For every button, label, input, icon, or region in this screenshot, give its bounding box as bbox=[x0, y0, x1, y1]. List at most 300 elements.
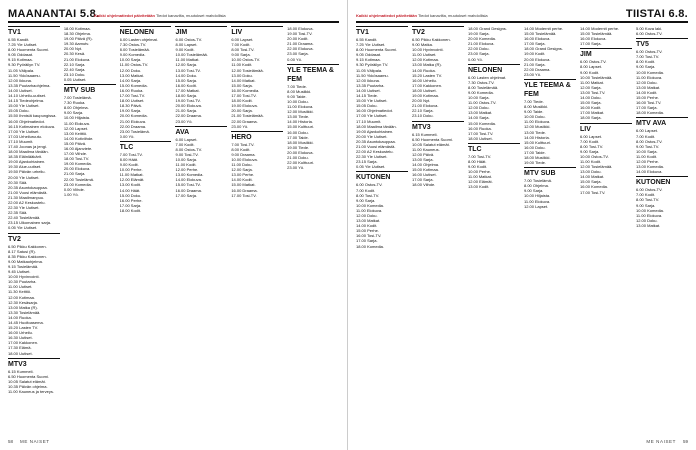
program-listing: 10.00 Ostos-TV. bbox=[580, 153, 609, 159]
program-listing: 12.00 Doku. bbox=[636, 217, 658, 223]
program-listing: 12.00 Sarja. bbox=[175, 62, 198, 68]
program-listing: 14.00 Matkat. bbox=[580, 174, 605, 180]
program-listing: 10.00 Sarja. bbox=[119, 57, 142, 63]
program-listing: 18.00 Komedia. bbox=[356, 243, 385, 249]
program-listing: 11.00 Matkat. bbox=[468, 174, 492, 180]
program-listing: 15.00 Perhe. bbox=[636, 95, 659, 101]
program-listing: 22.00 Draama. bbox=[231, 118, 258, 124]
channel-heading: MTV SUB bbox=[524, 167, 576, 178]
program-listing: 20.35 Asuntokauppaa. bbox=[8, 184, 48, 190]
program-listing: 10.00 Perhe. bbox=[468, 169, 491, 175]
program-listing: 20.30 Sää. bbox=[8, 179, 28, 185]
program-listing: 10.00 Sarja. bbox=[636, 148, 658, 154]
program-listing: 9.00 Sarja. bbox=[231, 52, 251, 58]
program-listing: 21.00 Elokuva. bbox=[63, 56, 91, 62]
program-listing: 13.00 Tosi-TV. bbox=[580, 89, 606, 95]
program-listing: 16.00 Doku. bbox=[524, 144, 546, 150]
program-listing: 7.25 Yle Uutiset. bbox=[356, 42, 386, 48]
program-listing: 8.00 Häät. bbox=[119, 156, 139, 162]
program-listing: 8.00 Tosi-TV. bbox=[636, 197, 660, 203]
program-listing: 15.00 Doku. bbox=[119, 192, 142, 198]
program-listing: 8.00 Ostos-TV. bbox=[175, 146, 203, 152]
program-listing: 19.30 Aamutv. bbox=[63, 41, 90, 47]
right-page-number: 59 bbox=[682, 439, 688, 444]
program-listing: 16.00 Perhe. bbox=[119, 197, 143, 203]
program-listing: 17.00 Sarja. bbox=[412, 177, 434, 183]
program-listing: 14.15 Tiedeohjelma. bbox=[8, 98, 45, 104]
program-listing: 16.30 Uutiset. bbox=[8, 335, 33, 341]
channel-heading: KUTONEN bbox=[356, 171, 408, 182]
program-listing: 14.00 Sarja. bbox=[468, 115, 490, 121]
program-listing: 16.00 Ruoka. bbox=[468, 125, 492, 131]
program-listing: 6.00 Lapset. bbox=[175, 136, 198, 142]
program-listing: 10.05 Salatut elämät. bbox=[412, 141, 450, 147]
channel-heading: MTV SUB bbox=[64, 84, 116, 95]
program-listing: 9.00 Tosi-TV. bbox=[175, 151, 199, 157]
program-listing: 8.00 Kodit. bbox=[231, 146, 251, 152]
program-listing: 17.30 Elämä. bbox=[8, 345, 32, 351]
program-listing: 11.00 Doku. bbox=[231, 162, 253, 168]
program-listing: 18.00 Musiikki. bbox=[524, 154, 551, 160]
program-listing: 8.00 Musiikki. bbox=[524, 104, 549, 110]
program-listing: 14.00 Uutiset. bbox=[8, 87, 33, 93]
program-listing: 10.00 Tosielämää. bbox=[580, 74, 613, 80]
channel-heading: NELONEN bbox=[468, 64, 520, 75]
program-listing: 16.00 Kodit. bbox=[175, 82, 197, 88]
program-listing: 11.00 Elokuva. bbox=[524, 198, 551, 204]
program-listing: 16.00 Ajanviete. bbox=[63, 145, 93, 151]
program-listing: 9.00 Draama. bbox=[231, 151, 256, 157]
program-listing: 19.00 Tosi-TV. bbox=[287, 31, 313, 37]
program-listing: 19.00 Sarja. bbox=[468, 31, 490, 37]
program-listing: 8.17 Satusi (R). bbox=[8, 248, 36, 254]
program-listing: 15.00 Tosielämää. bbox=[580, 31, 613, 37]
program-listing: 19.30 Alue-uutiset. bbox=[8, 164, 42, 170]
program-listing: 15.20 Lasten TV. bbox=[412, 72, 443, 78]
program-listing: 12.00 Musiikki. bbox=[287, 109, 314, 115]
channel-heading: MTV3 bbox=[8, 358, 60, 369]
program-listing: 19.00 Ajankohtainen. bbox=[356, 128, 394, 134]
program-listing: 13.00 Matkat. bbox=[119, 72, 144, 78]
channel-heading: JIM bbox=[580, 48, 632, 59]
program-listing: 17.00 Sarja. bbox=[524, 41, 546, 47]
program-listing: 14.00 Historia. bbox=[524, 134, 550, 140]
program-listing: 7.00 Kodit. bbox=[175, 141, 195, 147]
program-listing: 7.00 Kodit. bbox=[356, 187, 376, 193]
program-listing: 17.00 Tosi-TV. bbox=[580, 189, 606, 195]
program-listing: 12.00 Doku. bbox=[119, 67, 142, 73]
program-listing: 17.00 Tosi-TV. bbox=[468, 130, 494, 136]
program-listing: 11.00 Kauneus. bbox=[412, 146, 440, 152]
program-listing: 22.00 Draama. bbox=[524, 66, 551, 72]
program-listing: 15.00 Matkat. bbox=[231, 182, 256, 188]
program-listing: 12.00 Sarja. bbox=[580, 84, 602, 90]
program-listing: 6.00 Ostos-TV. bbox=[356, 182, 383, 188]
program-listing: 13.00 Doku. bbox=[231, 72, 253, 78]
program-listing: 22.00 A2 Keskustelu. bbox=[8, 200, 46, 205]
program-listing: 14.00 Uutiset. bbox=[356, 87, 381, 93]
program-listing: 14.00 Matkat. bbox=[231, 77, 256, 83]
program-listing: 17.00 Tosi-TV. bbox=[119, 93, 146, 99]
program-listing: 6.50 Pikku Kakkonen. bbox=[412, 37, 451, 42]
program-listing: 8.00 Ohjelma. bbox=[524, 183, 549, 189]
program-listing: 11.00 Uutiset. bbox=[412, 52, 437, 58]
channel-heading: LIV bbox=[580, 123, 632, 134]
program-listing: 6.00 Lapset. bbox=[636, 128, 659, 134]
program-listing: 22.30 Yle Uutiset. bbox=[356, 154, 388, 160]
program-listing: 14.00 Doku. bbox=[175, 72, 198, 78]
program-listing: 17.00 Sarja. bbox=[119, 202, 142, 208]
program-listing: 8.35 Pikku Kakkonen. bbox=[8, 253, 47, 259]
program-listing: 17.00 Matkat. bbox=[580, 110, 605, 116]
program-listing: 11.00 Matkat. bbox=[119, 172, 144, 178]
program-listing: 14.10 Urheilu-uutiset. bbox=[8, 93, 47, 99]
program-listing: 11.00 Elokuva. bbox=[63, 120, 90, 126]
program-listing: 14.00 Elokuva. bbox=[636, 169, 663, 175]
program-listing: 19.00 Tiede. bbox=[287, 144, 310, 150]
program-listing: 23.00 Yö. bbox=[175, 118, 193, 124]
program-listing: 8.00 Kodit. bbox=[636, 59, 656, 65]
program-listing: 10.00 Tosielämää. bbox=[175, 52, 208, 58]
program-listing: 10.00 Hyvinvointi. bbox=[412, 47, 444, 53]
program-listing: 15.00 Sarja. bbox=[580, 179, 602, 185]
program-listing: 19.00 Tosi-TV. bbox=[175, 98, 201, 104]
program-listing: 13.00 Matkat. bbox=[356, 218, 381, 224]
program-listing: 14.00 Ruoka. bbox=[8, 314, 32, 320]
program-listing: 9.00 Sarja. bbox=[636, 64, 656, 70]
program-listing: 15.00 Sarja. bbox=[231, 82, 253, 88]
program-listing: 21.30 Maailmanpuu. bbox=[8, 194, 45, 200]
listing-column bbox=[64, 26, 116, 436]
program-listing: 18.00 Elokuva. bbox=[287, 26, 314, 31]
program-listing: 18.00 Uutiset. bbox=[8, 350, 33, 356]
program-listing: 13.35 Puutarha. bbox=[356, 82, 385, 88]
listing-column bbox=[412, 26, 464, 436]
program-listing: 11.00 Kodit. bbox=[231, 62, 253, 68]
program-listing: 20.00 Nyt. bbox=[63, 46, 83, 52]
program-listing: 15.20 Lasten TV. bbox=[8, 325, 39, 331]
program-listing: 14.00 Kodit. bbox=[356, 223, 378, 229]
program-listing: 23.00 Yö. bbox=[287, 165, 305, 171]
program-listing: 11.00 Kodit. bbox=[175, 162, 197, 168]
program-listing: 14.00 Ohjelma. bbox=[412, 162, 440, 168]
program-listing: 12.00 Päivä. bbox=[412, 151, 435, 157]
program-listing: 9.00 Komedia. bbox=[119, 52, 146, 58]
program-listing: 7.00 Tosi-TV. bbox=[468, 153, 492, 159]
program-listing: 15.00 Kulttuuri. bbox=[287, 124, 315, 130]
program-listing: 6.00 Ostos-TV. bbox=[636, 31, 663, 37]
program-listing: 10.05 Salatut elämät. bbox=[8, 378, 46, 384]
program-listing: 22.10 Sarja. bbox=[412, 108, 434, 114]
program-listing: 7.00 Kodit. bbox=[636, 133, 656, 139]
program-listing: 20.00 Komedia. bbox=[468, 36, 497, 42]
program-listing: 19.00 Tiede. bbox=[524, 160, 547, 166]
program-listing: 10.00 Komedia. bbox=[356, 202, 385, 208]
program-listing: 12.00 Doku. bbox=[636, 79, 658, 85]
program-listing: 17.00 Tosi-TV. bbox=[231, 192, 257, 198]
program-listing: 12.00 Musiikki. bbox=[524, 124, 551, 130]
program-listing: 16.00 Kodit. bbox=[580, 105, 602, 111]
program-listing: 11.00 Ostos-TV. bbox=[119, 62, 149, 68]
listing-column bbox=[120, 26, 172, 436]
program-listing: 16.00 Komedia. bbox=[580, 184, 609, 190]
program-listing: 7.00 Kodit. bbox=[636, 192, 656, 198]
program-listing: 9.00 Kodit. bbox=[468, 164, 488, 170]
program-listing: 22.00 A2 Keskustelu. bbox=[356, 149, 394, 155]
program-listing: 12.00 Doku. bbox=[468, 105, 490, 111]
program-listing: 18.00 Uutiset. bbox=[412, 87, 437, 93]
program-listing: 8.00 Tosielämää. bbox=[119, 47, 150, 53]
program-listing: 17.00 Tosi-TV. bbox=[231, 93, 257, 99]
program-listing: 8.00 Häät. bbox=[468, 158, 487, 164]
program-listing: 13.00 Doku. bbox=[580, 169, 602, 175]
right-header-note-text: Tiedot kanavilta, muutokset mahdollisia bbox=[417, 13, 488, 18]
program-listing: 12.30 Kesäsarja. bbox=[8, 299, 39, 305]
program-listing: 20.00 Nyt. bbox=[412, 98, 431, 104]
left-day-title: MAANANTAI 5.8. bbox=[8, 8, 100, 20]
program-listing: 16.00 Tosi-TV. bbox=[356, 233, 382, 239]
program-listing: 7.00 Tosielämä. bbox=[524, 178, 552, 184]
left-listing-columns bbox=[8, 26, 339, 436]
program-listing: 20.30 Kesä. bbox=[63, 51, 86, 57]
program-listing: 23.15 Sarja. bbox=[356, 159, 378, 165]
program-listing: 13.00 Komedia. bbox=[175, 172, 204, 178]
program-listing: 11.00 Kauneus ja terveys. bbox=[8, 389, 54, 394]
program-listing: 10.30 Puutarha. bbox=[8, 279, 37, 285]
program-listing: 18.00 Kodit. bbox=[119, 207, 142, 213]
program-listing: 17.00 Kakkonen. bbox=[412, 82, 443, 88]
program-listing: 18.35 Eläinlääkärit. bbox=[8, 154, 43, 160]
channel-heading: LIV bbox=[231, 26, 283, 37]
program-listing: 6.00 Ostos-TV. bbox=[636, 187, 663, 193]
listing-column bbox=[636, 26, 688, 436]
channel-heading: HERO bbox=[231, 131, 283, 142]
program-listing: 17.00 Yle Uutiset. bbox=[8, 128, 40, 134]
program-listing: 20.35 Asuntokauppaa. bbox=[356, 138, 396, 144]
program-listing: 13.00 Matkat. bbox=[636, 84, 661, 90]
program-listing: 0.05 Yle Uutiset. bbox=[8, 225, 38, 231]
program-listing: 6.00 Ostos-TV. bbox=[175, 37, 203, 42]
program-listing: 18.00 Komedia. bbox=[636, 110, 665, 116]
program-listing: 16.00 Urheilu. bbox=[8, 330, 33, 336]
right-listing-columns bbox=[356, 26, 688, 436]
program-listing: 20.00 Elokuva. bbox=[63, 166, 91, 172]
program-listing: 19.00 Päivä (R). bbox=[63, 36, 93, 42]
program-listing: 0.05 Uutiset. bbox=[63, 76, 87, 82]
program-listing: 17.00 Sarja. bbox=[356, 238, 378, 244]
program-listing: 7.00 Kodit. bbox=[231, 42, 251, 48]
program-listing: 12.00 Sarja. bbox=[231, 167, 253, 173]
program-listing: 6.00 Ostos-TV. bbox=[636, 49, 663, 55]
program-listing: 16.00 Tosi-TV. bbox=[636, 100, 662, 106]
program-listing: 15.50 Ihmisiä kaupungissa. bbox=[8, 113, 57, 119]
program-listing: 9.00 Sarja. bbox=[580, 148, 600, 154]
program-listing: 14.00 Kotiviihde. bbox=[63, 135, 94, 141]
program-listing: 18.00 Grand Designs. bbox=[524, 46, 563, 52]
program-listing: 20.00 Komedia. bbox=[119, 113, 148, 119]
program-listing: 13.00 Sarja. bbox=[412, 156, 434, 162]
program-listing: 21.00 Elokuva. bbox=[468, 41, 495, 47]
channel-heading: MTV AVA bbox=[636, 117, 688, 128]
program-listing: 11.00 Kodit. bbox=[636, 153, 658, 159]
program-listing: 17.00 Kakkonen. bbox=[8, 340, 39, 346]
program-listing: 18.30 Päivä. bbox=[119, 103, 142, 109]
program-listing: 23.10 Doku. bbox=[63, 71, 86, 77]
program-listing: 19.00 Kodit. bbox=[524, 51, 546, 57]
program-listing: 11.00 Matkat. bbox=[580, 79, 604, 85]
program-listing: 22.30 Yle Uutiset. bbox=[8, 205, 40, 211]
program-listing: 22.00 Draama. bbox=[119, 123, 147, 129]
program-listing: 10.00 Elokuva. bbox=[231, 156, 258, 162]
program-listing: 18.30 Ohjelma. bbox=[63, 31, 91, 37]
program-listing: 9.00 Tosi-TV. bbox=[636, 143, 660, 149]
program-listing: 15.00 Päivä. bbox=[63, 140, 87, 146]
program-listing: 14.15 Tiede. bbox=[356, 93, 379, 99]
program-listing: 6.15 Kummeli. bbox=[412, 131, 438, 137]
channel-heading: TLC bbox=[120, 141, 172, 152]
program-listing: 8.00 Tosi-TV. bbox=[231, 47, 255, 53]
program-listing: 11.00 Ostos-TV. bbox=[468, 100, 497, 106]
program-listing: 17.00 Sarja. bbox=[175, 192, 198, 198]
channel-heading: NELONEN bbox=[120, 26, 172, 37]
program-listing: 21.00 Tosielämää. bbox=[231, 113, 264, 119]
program-listing: 10.00 Hiljaista. bbox=[63, 115, 91, 121]
program-listing: 8.00 Ostos-TV. bbox=[636, 138, 663, 144]
channel-heading: YLE TEEMA & FEM bbox=[524, 79, 576, 99]
program-listing: 22.00 Kulttuuri. bbox=[287, 160, 315, 166]
program-listing: 9.00 Kodit. bbox=[580, 69, 600, 75]
program-listing: 13.00 Matkat. bbox=[636, 222, 661, 228]
program-listing: 0.00 Yö. bbox=[468, 56, 483, 62]
program-listing: 8.00 Musiikki. bbox=[287, 88, 312, 94]
program-listing: 15.00 Yle Uutiset. bbox=[8, 103, 40, 109]
program-listing: 20.00 Yle Uutiset. bbox=[8, 174, 40, 180]
left-page-header bbox=[8, 4, 339, 23]
program-listing: 23.00 Komedia. bbox=[63, 181, 92, 187]
program-listing: 11.05 Välipala. bbox=[8, 67, 35, 73]
program-listing: 11.00 Elokuva. bbox=[636, 212, 663, 218]
program-listing: 9.00 Matka. bbox=[412, 42, 433, 48]
program-listing: 13.00 Kodit. bbox=[468, 184, 490, 190]
program-listing: 7.00 Tiede. bbox=[524, 98, 544, 104]
program-listing: 13.00 Keittiö. bbox=[63, 130, 88, 136]
program-listing: 10.00 Doku. bbox=[287, 98, 309, 104]
program-listing: 8.00 Tosi-TV. bbox=[580, 143, 604, 149]
program-listing: 22.35 Sää. bbox=[8, 210, 28, 216]
program-listing: 21.00 Sarja. bbox=[524, 61, 546, 67]
program-listing: 12.00 Elämät. bbox=[119, 177, 145, 183]
program-listing: 0.00 Yö. bbox=[287, 56, 302, 62]
listing-column bbox=[231, 26, 283, 436]
program-listing: 17.00 Sarja. bbox=[636, 105, 658, 111]
program-listing: 8.00 Ohjelma. bbox=[63, 105, 89, 111]
program-listing: 21.00 Sarja. bbox=[175, 108, 198, 114]
right-page-header bbox=[356, 4, 688, 23]
program-listing: 6.00 Lapset. bbox=[231, 37, 254, 42]
program-listing: 13.35 Puutarhaohjelma. bbox=[8, 82, 51, 88]
program-listing: 17.10 Muumit. bbox=[8, 138, 34, 144]
program-listing: 12.00 Lapset. bbox=[63, 125, 89, 131]
channel-heading: TV1 bbox=[8, 26, 60, 37]
program-listing: 22.00 Draama. bbox=[175, 113, 202, 119]
left-page-number: 58 bbox=[8, 439, 14, 444]
program-listing: 9.00 Taide. bbox=[524, 109, 544, 115]
program-listing: 12.00 Perhe. bbox=[636, 158, 659, 164]
program-listing: 15.00 Tosi-TV. bbox=[175, 182, 201, 188]
program-listing: 17.00 Taide. bbox=[287, 134, 309, 140]
left-header-note-prefix: Kaikki ohjelmatiedot päivitetään bbox=[94, 13, 155, 18]
program-listing: 16.00 Elokuva. bbox=[580, 36, 607, 42]
program-listing: 14.00 Häät. bbox=[119, 187, 141, 193]
program-listing: 11.00 Elokuva. bbox=[524, 119, 551, 125]
program-listing: 21.00 Draama. bbox=[287, 41, 314, 47]
program-listing: 13.00 Kodit. bbox=[119, 182, 142, 188]
program-listing: 14.00 Modernit perhe. bbox=[580, 26, 620, 31]
program-listing: 16.15 Kotimainen elokuva. bbox=[8, 123, 56, 129]
program-listing: 14.45 Huoltoasema. bbox=[8, 319, 44, 325]
program-listing: 5.00 Kova laki. bbox=[636, 26, 663, 31]
program-listing: 20.00 Yle Uutiset. bbox=[356, 133, 388, 139]
program-listing: 11.30 Keittiö. bbox=[8, 289, 32, 295]
program-listing: 21.00 Sarja. bbox=[63, 171, 86, 177]
program-listing: 6.00 Ostos-TV. bbox=[580, 59, 607, 65]
program-listing: 21.00 Elokuva. bbox=[412, 103, 439, 109]
program-listing: 12.00 Tosielämää. bbox=[580, 164, 613, 170]
program-listing: 10.00 Komedia. bbox=[636, 207, 665, 213]
program-listing: 9.05 Oddasat. bbox=[356, 52, 382, 58]
program-listing: 7.25 Yle Uutiset. bbox=[8, 42, 38, 48]
program-listing: 22.40 Sarja. bbox=[63, 66, 86, 72]
program-listing: 14.00 Doku. bbox=[580, 95, 602, 101]
program-listing: 9.00 Komedia. bbox=[468, 89, 494, 95]
program-listing: 18.00 Kodit. bbox=[231, 98, 253, 104]
program-listing: 12.00 Kotimaa. bbox=[412, 57, 439, 63]
program-listing: 15.00 Kulttuuri. bbox=[524, 139, 551, 145]
program-listing: 13.00 Matka (R). bbox=[8, 304, 38, 310]
program-listing: 14.00 Kodit. bbox=[636, 89, 658, 95]
program-listing: 9.15 Tosielämää. bbox=[8, 263, 39, 269]
program-listing: 20.00 Elokuva. bbox=[175, 103, 202, 109]
program-listing: 18.00 Maailma tänään. bbox=[8, 149, 49, 155]
left-magazine-name: ME NAISET bbox=[20, 439, 50, 444]
program-listing: 15.00 Yle Uutiset. bbox=[356, 98, 388, 104]
right-magazine-name: ME NAISET bbox=[646, 439, 676, 444]
program-listing: 7.00 Tosi-TV. bbox=[636, 54, 660, 60]
program-listing: 23.00 Sarja. bbox=[287, 51, 309, 57]
program-listing: 18.00 Sarja. bbox=[580, 115, 602, 121]
program-listing: 14.00 Modernit perhe. bbox=[524, 26, 564, 31]
program-listing: 23.15 Ulkomainen sarja. bbox=[8, 220, 52, 226]
program-listing: 9.05 Oddasat. bbox=[8, 52, 34, 58]
program-listing: 7.00 Kodit. bbox=[580, 138, 600, 144]
program-listing: 18.00 Uutiset. bbox=[468, 135, 493, 141]
program-listing: 13.00 Tiede. bbox=[287, 114, 310, 120]
program-listing: 6.15 Kummeli. bbox=[8, 368, 34, 374]
program-listing: 19.00 Ajankohtainen. bbox=[8, 159, 46, 165]
channel-heading: MTV3 bbox=[412, 121, 464, 132]
left-header-note bbox=[94, 13, 226, 18]
program-listing: 11.05 Välipala. bbox=[356, 67, 383, 73]
program-listing: 10.00 Komedia. bbox=[636, 69, 665, 75]
program-listing: 19.50 Päivän urheilu. bbox=[8, 169, 46, 175]
program-listing: 12.00 Kotimaa. bbox=[8, 294, 35, 300]
program-listing: 12.00 Ikkuna. bbox=[356, 77, 381, 83]
program-listing: 11.00 Kodit. bbox=[580, 158, 602, 164]
right-page bbox=[348, 0, 696, 450]
program-listing: 14.00 Kodit. bbox=[231, 177, 253, 183]
program-listing: 15.00 Kotimaa. bbox=[412, 167, 439, 173]
program-listing: 17.00 Taide. bbox=[524, 149, 546, 155]
